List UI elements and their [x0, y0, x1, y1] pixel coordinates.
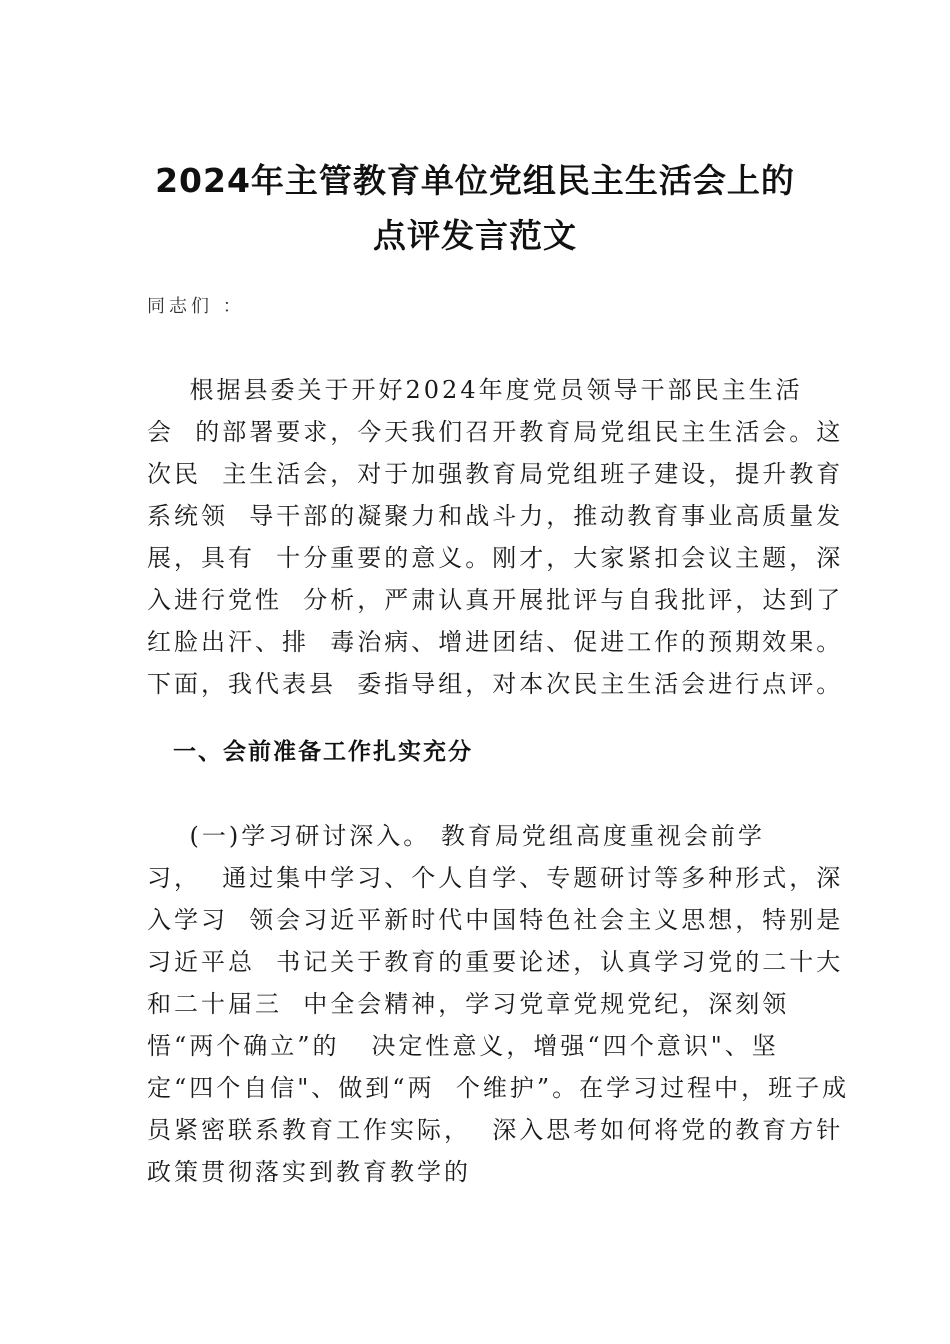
- paragraph-line: 习近平总 书记关于教育的重要论述，认真学习党的二十大: [147, 948, 844, 976]
- paragraph-line: 和二十届三 中全会精神，学习党章党规党纪，深刻领: [147, 990, 790, 1018]
- paragraph-line: 会 的部署要求，今天我们召开教育局党组民主生活会。这: [147, 418, 844, 446]
- paragraph-line: 悟“两个确立”的 决定性意义，增强“四个意识"、坚: [147, 1032, 779, 1060]
- paragraph-line: 入学习 领会习近平新时代中国特色社会主义思想，特别是: [147, 906, 844, 934]
- paragraph-line: 展，具有 十分重要的意义。刚才，大家紧扣会议主题，深: [147, 544, 844, 572]
- paragraph-line: (一)学习研讨深入。 教育局党组高度重视会前学: [147, 822, 765, 850]
- paragraph-line: 习， 通过集中学习、个人自学、专题研讨等多种形式，深: [147, 864, 844, 892]
- greeting: 同志们 ：: [147, 296, 245, 317]
- document-title-line-1: 2024年主管教育单位党组民主生活会上的: [155, 161, 795, 200]
- section-heading: 一、会前准备工作扎实充分: [173, 739, 473, 765]
- paragraph-line: 下面，我代表县 委指导组，对本次民主生活会进行点评。: [147, 670, 844, 698]
- paragraph-line: 政策贯彻落实到教育教学的: [147, 1158, 471, 1186]
- paragraph-line: 红脸出汗、排 毒治病、增进团结、促进工作的预期效果。: [147, 628, 844, 656]
- paragraph-line: 次民 主生活会，对于加强教育局党组班子建设，提升教育: [147, 460, 844, 488]
- paragraph-line: 员紧密联系教育工作实际， 深入思考如何将党的教育方针: [147, 1116, 844, 1144]
- paragraph-line: 根据县委关于开好2024年度党员领导干部民主生活: [147, 376, 803, 404]
- paragraph-line: 入进行党性 分析，严肃认真开展批评与自我批评，达到了: [147, 586, 844, 614]
- document-title-line-2: 点评发言范文: [373, 216, 577, 255]
- paragraph-line: 系统领 导干部的凝聚力和战斗力，推动教育事业高质量发: [147, 502, 844, 530]
- paragraph-line: 定“四个自信"、做到“两 个维护”。在学习过程中，班子成: [147, 1074, 850, 1102]
